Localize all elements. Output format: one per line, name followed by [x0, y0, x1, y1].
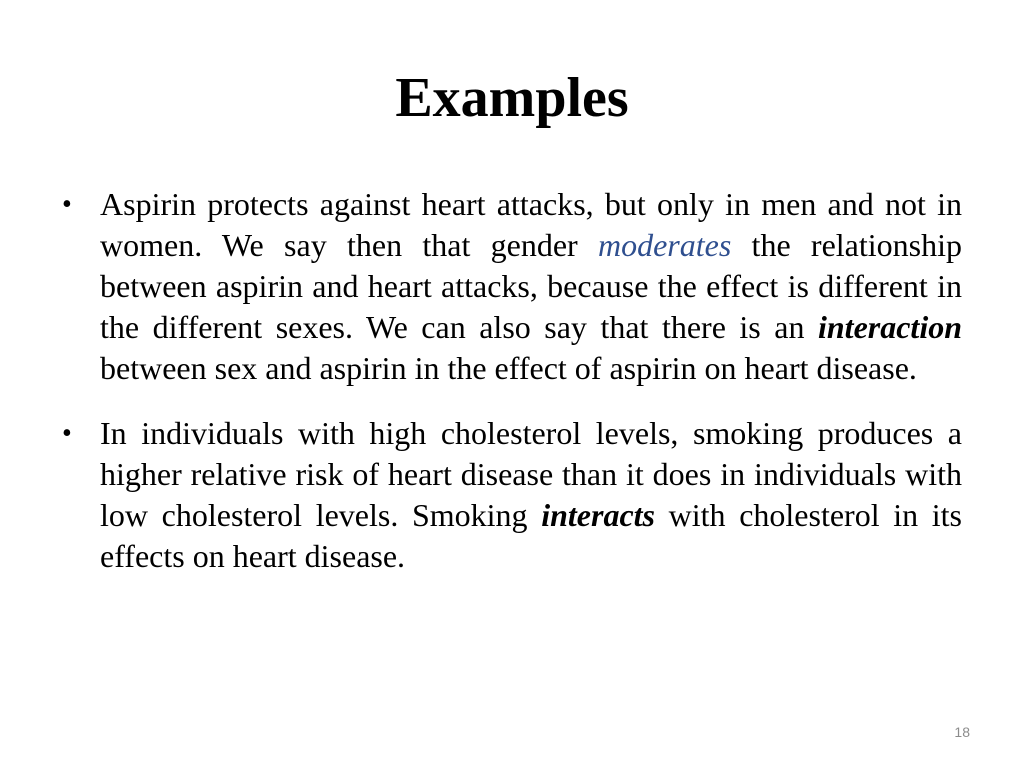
emphasis-interaction: interaction [817, 309, 962, 345]
bullet-text: with cholesterol in its effects on heart disease. [100, 497, 963, 574]
bullet-dot-icon: • [62, 189, 72, 220]
bullet-text: between sex and aspirin in the effect of aspirin on heart disease. [100, 350, 917, 386]
bullet-list [62, 184, 963, 601]
emphasis-moderates: moderates [597, 227, 732, 263]
page-number: 18 [954, 724, 970, 740]
bullet-text: the relationship between aspirin and heart attacks, because the effect is different in the different sexes. We can also say that there is an [100, 227, 962, 345]
emphasis-interacts: interacts [541, 497, 655, 533]
bullet-item-aspirin [62, 184, 962, 389]
slide-title: Examples [395, 67, 629, 129]
bullet-item-cholesterol [62, 413, 963, 577]
bullet-text: In individuals with high cholesterol levels, smoking produces a higher relative risk of heart disease than it does in individuals with low cholesterol levels. Smoking [100, 415, 962, 533]
bullet-text: Aspirin protects against heart attacks, but only in men and not in women. We say then that gender [100, 186, 962, 263]
bullet-dot-icon: • [62, 418, 72, 449]
